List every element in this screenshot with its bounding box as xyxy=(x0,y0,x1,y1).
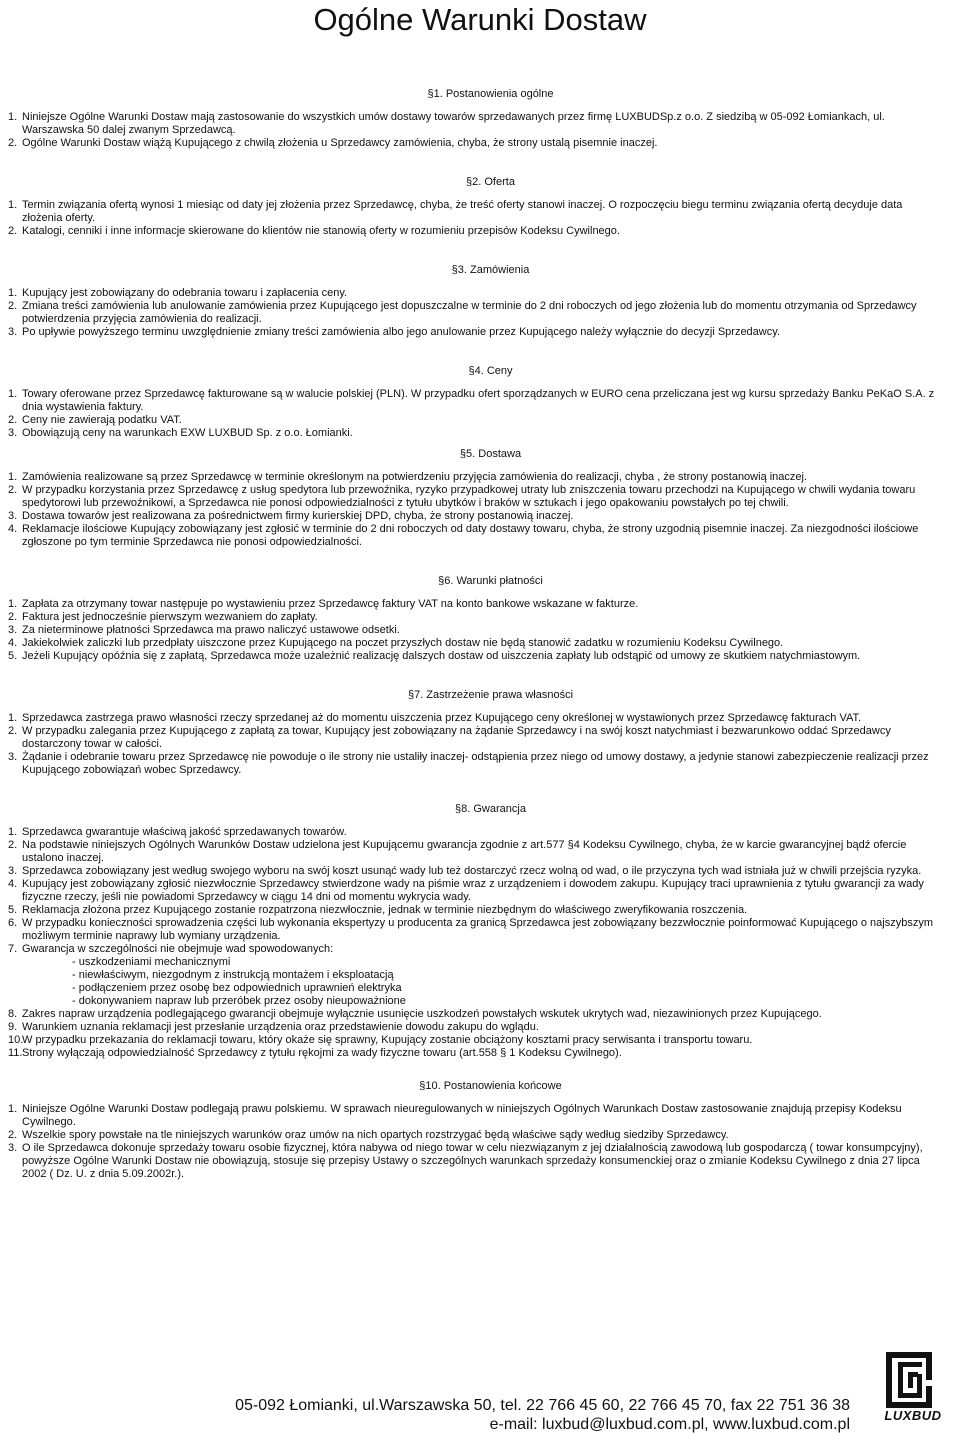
item-text: Kupujący jest zobowiązany do odebrania towaru i zapłacenia ceny. xyxy=(22,287,348,299)
item-number: 9. xyxy=(8,1021,18,1033)
item-number: 1. xyxy=(8,471,18,483)
item-text: Towary oferowane przez Sprzedawcę fakturowane są w walucie polskiej (PLN). W przypadku ofert sporządzanych w EURO cena przeliczana jest wg kursu sprzedaży Banku PeKaO S.A. z dnia wystawienia faktury. xyxy=(22,388,935,413)
list-item xyxy=(8,427,943,440)
list-item xyxy=(8,712,943,725)
item-number: 3. xyxy=(8,427,18,439)
list-item xyxy=(8,111,943,137)
list-item xyxy=(8,1129,943,1142)
footer-contact: e-mail: luxbud@luxbud.com.pl, www.luxbud.com.pl xyxy=(489,1416,850,1433)
item-text: Po upływie powyższego terminu uwzględnienie zmiany treści zamówienia albo jego anulowanie przez Kupującego należy wyłącznie do decyzji Sprzedawcy. xyxy=(22,326,780,338)
item-number: 1. xyxy=(8,287,18,299)
item-number: 3. xyxy=(8,1142,18,1154)
item-text: Ogólne Warunki Dostaw wiążą Kupującego z chwilą złożenia u Sprzedawcy zamówienia, chyba, że strony ustalą pisemnie inaczej. xyxy=(22,137,658,149)
sub-item: - podłączeniem przez osobę bez odpowiednich uprawnień elektryka xyxy=(72,982,402,994)
item-number: 1. xyxy=(8,598,18,610)
section-heading: §8. Gwarancja xyxy=(455,803,526,815)
item-number: 2. xyxy=(8,225,18,237)
item-number: 3. xyxy=(8,865,18,877)
section-heading: §7. Zastrzeżenie prawa własności xyxy=(407,689,574,701)
item-number: 2. xyxy=(8,839,18,851)
item-number: 1. xyxy=(8,388,18,400)
item-number: 7. xyxy=(8,943,18,955)
item-text: Na podstawie niniejszych Ogólnych Warunków Dostaw udzielona jest Kupującemu gwarancja zgodnie z art.577 §4 Kodeksu Cywilnego, chyba, że w karcie gwarancyjnej bądź ofercie ustalono inaczej. xyxy=(22,839,907,864)
item-text: Katalogi, cenniki i inne informacje skierowane do klientów nie stanowią oferty w rozumieniu przepisów Kodeksu Cywilnego. xyxy=(22,225,620,237)
item-text: W przypadku przekazania do reklamacji towaru, który okaże się sprawny, Kupujący zostanie obciążony kosztami pracy serwisanta i transportu towaru. xyxy=(22,1034,753,1046)
logo-text: LUXBUD xyxy=(884,1408,942,1423)
list-item xyxy=(8,471,943,484)
item-text: Jeżeli Kupujący opóźnia się z zapłatą, Sprzedawca może uzależnić realizację dalszych dostaw od uiszczenia zapłaty lub odstąpić od umowy ze skutkiem natychmiastowym. xyxy=(22,650,861,662)
item-text: Dostawa towarów jest realizowana za pośrednictwem firmy kurierskiej DPD, chyba, że strony postanowią inaczej. xyxy=(22,510,574,522)
list-item xyxy=(8,598,943,611)
list-item xyxy=(8,1034,943,1047)
item-text: Sprzedawca zobowiązany jest według swojego wyboru na swój koszt usunąć wady lub też dostarczyć rzecz wolną od wad, o ile przyczyna tych wad istniała już w chwili przejścia ryzyka. xyxy=(22,865,922,877)
section-heading: §2. Oferta xyxy=(466,176,515,188)
item-number: 4. xyxy=(8,523,18,535)
list-item xyxy=(8,388,943,414)
item-text: O ile Sprzedawca dokonuje sprzedaży towaru osobie fizycznej, która nabywa od niego towar w celu niezwiązanym z jej działalnością zawodową lub gospodarczą ( towar konsumpcyjny), powyższe Ogólne Warunki Dostaw nie obowiązują, stosuje się przepisy Ustawy o szczególnych warunkach sprzedaży konsumenckiej oraz o zmianie Kodeksu Cywilnego z dnia 27 lipca 2002 ( Dz. U. z dnia 5.09.2002r.). xyxy=(22,1142,923,1180)
item-number: 2. xyxy=(8,725,18,737)
list-item xyxy=(8,1047,943,1060)
list-item xyxy=(8,904,943,917)
item-text: Ceny nie zawierają podatku VAT. xyxy=(22,414,182,426)
list-item xyxy=(8,1142,943,1181)
item-text: W przypadku konieczności sprowadzenia części lub wykonania ekspertyzy u producenta za granicą Sprzedawca jest zobowiązany bezzwłocznie poinformować Kupującego o najszybszym możliwym terminie naprawy lub wymiany urządzenia. xyxy=(22,917,934,942)
item-text: Niniejsze Ogólne Warunki Dostaw podlegają prawu polskiemu. W sprawach nieuregulowanych w niniejszych Ogólnych Warunkach Dostaw zastosowanie znajdują przepisy Kodeksu Cywilnego. xyxy=(22,1103,902,1128)
list-item xyxy=(8,225,943,238)
list-item xyxy=(8,826,943,839)
item-text: Reklamacje ilościowe Kupujący zobowiązany jest zgłosić w terminie do 2 dni roboczych od daty dostawy towaru, chyba, że strony uzgodnią pisemnie inaczej. Za niezgodności ilościowe zgłoszone po tym terminie Sprzedawca nie ponosi odpowiedzialności. xyxy=(22,523,919,548)
item-text: Jakiekolwiek zaliczki lub przedpłaty uiszczone przez Kupującego na poczet przyszłych dostaw nie będą stanowić zadatku w rozumieniu Kodeksu Cywilnego. xyxy=(22,637,784,649)
item-number: 8. xyxy=(8,1008,18,1020)
section-heading: §6. Warunki płatności xyxy=(438,575,543,587)
item-text: Obowiązują ceny na warunkach EXW LUXBUD Sp. z o.o. Łomianki. xyxy=(22,427,353,439)
list-item xyxy=(8,137,943,150)
list-item xyxy=(8,523,943,549)
sub-item: - niewłaściwym, niezgodnym z instrukcją montażem i eksploatacją xyxy=(72,969,394,981)
page-title: Ogólne Warunki Dostaw xyxy=(313,2,647,37)
item-number: 10. xyxy=(8,1034,24,1046)
list-item xyxy=(8,1103,943,1129)
footer-address: 05-092 Łomianki, ul.Warszawska 50, tel. 22 766 45 60, 22 766 45 70, fax 22 751 36 38 xyxy=(235,1397,850,1414)
item-text: Sprzedawca gwarantuje właściwą jakość sprzedawanych towarów. xyxy=(22,826,347,838)
item-text: Niniejsze Ogólne Warunki Dostaw mają zastosowanie do wszystkich umów dostawy towarów sprzedawanych przez firmę LUXBUDSp.z o.o. Z siedzibą w 05-092 Łomiankach, ul. Warszawska 50 dalej zwanym Sprzedawcą. xyxy=(22,111,885,136)
list-item xyxy=(8,510,943,523)
item-number: 2. xyxy=(8,137,18,149)
item-number: 2. xyxy=(8,300,18,312)
item-number: 1. xyxy=(8,199,18,211)
item-number: 2. xyxy=(8,484,18,496)
item-number: 5. xyxy=(8,650,18,662)
item-text: Reklamacja złożona przez Kupującego zostanie rozpatrzona niezwłocznie, jednak w terminie niezbędnym do właściwego zweryfikowania roszczenia. xyxy=(22,904,748,916)
list-item xyxy=(8,199,943,225)
list-item xyxy=(8,878,943,904)
item-text: Zamówienia realizowane są przez Sprzedawcę w terminie określonym na potwierdzeniu przyjęcia zamówienia do realizacji, chyba , że strony postanowią inaczej. xyxy=(22,471,808,483)
list-item xyxy=(8,300,943,326)
item-text: W przypadku zalegania przez Kupującego z zapłatą za towar, Kupujący jest zobowiązany na żądanie Sprzedawcy i na swój koszt natychmiast i bezwarunkowo oddać Sprzedawcy dostarczony towar w całości. xyxy=(22,725,891,750)
list-item xyxy=(8,943,943,956)
item-number: 6. xyxy=(8,917,18,929)
item-text: Strony wyłączają odpowiedzialność Sprzedawcy z tytułu rękojmi za wady fizyczne towaru (art.558 § 1 Kodeksu Cywilnego). xyxy=(22,1047,622,1059)
list-item xyxy=(8,1021,943,1034)
item-number: 1. xyxy=(8,1103,18,1115)
item-number: 2. xyxy=(8,1129,18,1141)
list-item xyxy=(8,414,943,427)
item-text: W przypadku korzystania przez Sprzedawcę z usług spedytora lub przewoźnika, ryzyko przypadkowej utraty lub zniszczenia towaru przechodzi na Kupującego w chwili wydania towaru spedytorowi lub przewoźnikowi, a Sprzedawca nie ponosi odpowiedzialności z tytułu ubytków i braków w sztukach i jego opakowaniu powstałych po tej chwili. xyxy=(22,484,916,509)
list-item xyxy=(8,1008,943,1021)
item-text: Wszelkie spory powstałe na tle niniejszych warunków oraz umów na nich opartych rozstrzygać będą właściwe sądy według siedziby Sprzedawcy. xyxy=(22,1129,729,1141)
section-heading: §10. Postanowienia końcowe xyxy=(419,1080,562,1092)
list-item xyxy=(8,650,943,663)
footer xyxy=(0,1396,850,1434)
section-heading: §4. Ceny xyxy=(468,365,513,377)
item-text: Warunkiem uznania reklamacji jest przesłanie urządzenia oraz przedstawienie dowodu zakupu do wglądu. xyxy=(22,1021,539,1033)
sub-item: - uszkodzeniami mechanicznymi xyxy=(72,956,231,968)
item-text: Za nieterminowe płatności Sprzedawca ma prawo naliczyć ustawowe odsetki. xyxy=(22,624,400,636)
item-number: 3. xyxy=(8,751,18,763)
list-item xyxy=(8,624,943,637)
item-number: 5. xyxy=(8,904,18,916)
list-item xyxy=(8,917,943,943)
item-number: 3. xyxy=(8,510,18,522)
list-item xyxy=(8,751,943,777)
list-item xyxy=(8,611,943,624)
section-heading: §5. Dostawa xyxy=(459,448,522,460)
list-item xyxy=(8,287,943,300)
item-number: 1. xyxy=(8,111,18,123)
item-text: Zmiana treści zamówienia lub anulowanie zamówienia przez Kupującego jest dopuszczalne w terminie do 2 dni roboczych od jego złożenia lub do momentu otrzymania od Sprzedawcy potwierdzenia przyjęcia zamówienia do realizacji. xyxy=(22,300,917,325)
item-number: 3. xyxy=(8,326,18,338)
item-number: 11. xyxy=(8,1047,23,1059)
list-item xyxy=(8,326,943,339)
item-text: Gwarancja w szczególności nie obejmuje wad spowodowanych: xyxy=(22,943,334,955)
item-text: Sprzedawca zastrzega prawo własności rzeczy sprzedanej aż do momentu uiszczenia przez Kupującego ceny określonej w wystawionych przez Sprzedawcę fakturach VAT. xyxy=(22,712,862,724)
item-text: Kupujący jest zobowiązany zgłosić niezwłocznie Sprzedawcy stwierdzone wady na piśmie wraz z urządzeniem i dowodem zakupu. Kupujący traci uprawnienia z tytułu gwarancji za wady fizyczne rzeczy, jeśli nie powiadomi Sprzedawcy w ciągu 14 dni od momentu wykrycia wady. xyxy=(22,878,924,903)
list-item xyxy=(8,637,943,650)
item-number: 1. xyxy=(8,826,18,838)
item-text: Zakres napraw urządzenia podlegającego gwarancji obejmuje wyłącznie usunięcie uszkodzeń powstałych wskutek ukrytych wad, niezawinionych przez Kupującego. xyxy=(22,1008,822,1020)
list-item xyxy=(8,839,943,865)
section-heading: §1. Postanowienia ogólne xyxy=(427,88,554,100)
item-number: 1. xyxy=(8,712,18,724)
item-text: Faktura jest jednocześnie pierwszym wezwaniem do zapłaty. xyxy=(22,611,318,623)
item-number: 2. xyxy=(8,611,18,623)
item-number: 3. xyxy=(8,624,18,636)
item-text: Zapłata za otrzymany towar następuje po wystawieniu przez Sprzedawcę faktury VAT na konto bankowe wskazane w fakturze. xyxy=(22,598,639,610)
item-number: 4. xyxy=(8,878,18,890)
item-number: 2. xyxy=(8,414,18,426)
item-text: Żądanie i odebranie towaru przez Sprzedawcę nie powoduje o ile strony nie ustaliły inaczej- odstąpienia przez niego od umowy dostawy, a jedynie stanowi zabezpieczenie realizacji przez Kupującego zobowiązań wobec Sprzedawcy. xyxy=(22,751,929,776)
item-number: 4. xyxy=(8,637,18,649)
list-item xyxy=(8,484,943,510)
document-body xyxy=(8,88,943,1181)
list-item xyxy=(8,865,943,878)
item-text: Termin związania ofertą wynosi 1 miesiąc od daty jej złożenia przez Sprzedawcę, chyba, że treść oferty stanowi inaczej. O rozpoczęciu biegu terminu związania ofertą decyduje data złożenia oferty. xyxy=(22,199,903,224)
section-heading: §3. Zamówienia xyxy=(451,264,530,276)
list-item xyxy=(8,725,943,751)
sub-item: - dokonywaniem napraw lub przeróbek przez osoby nieupoważnione xyxy=(72,995,406,1007)
